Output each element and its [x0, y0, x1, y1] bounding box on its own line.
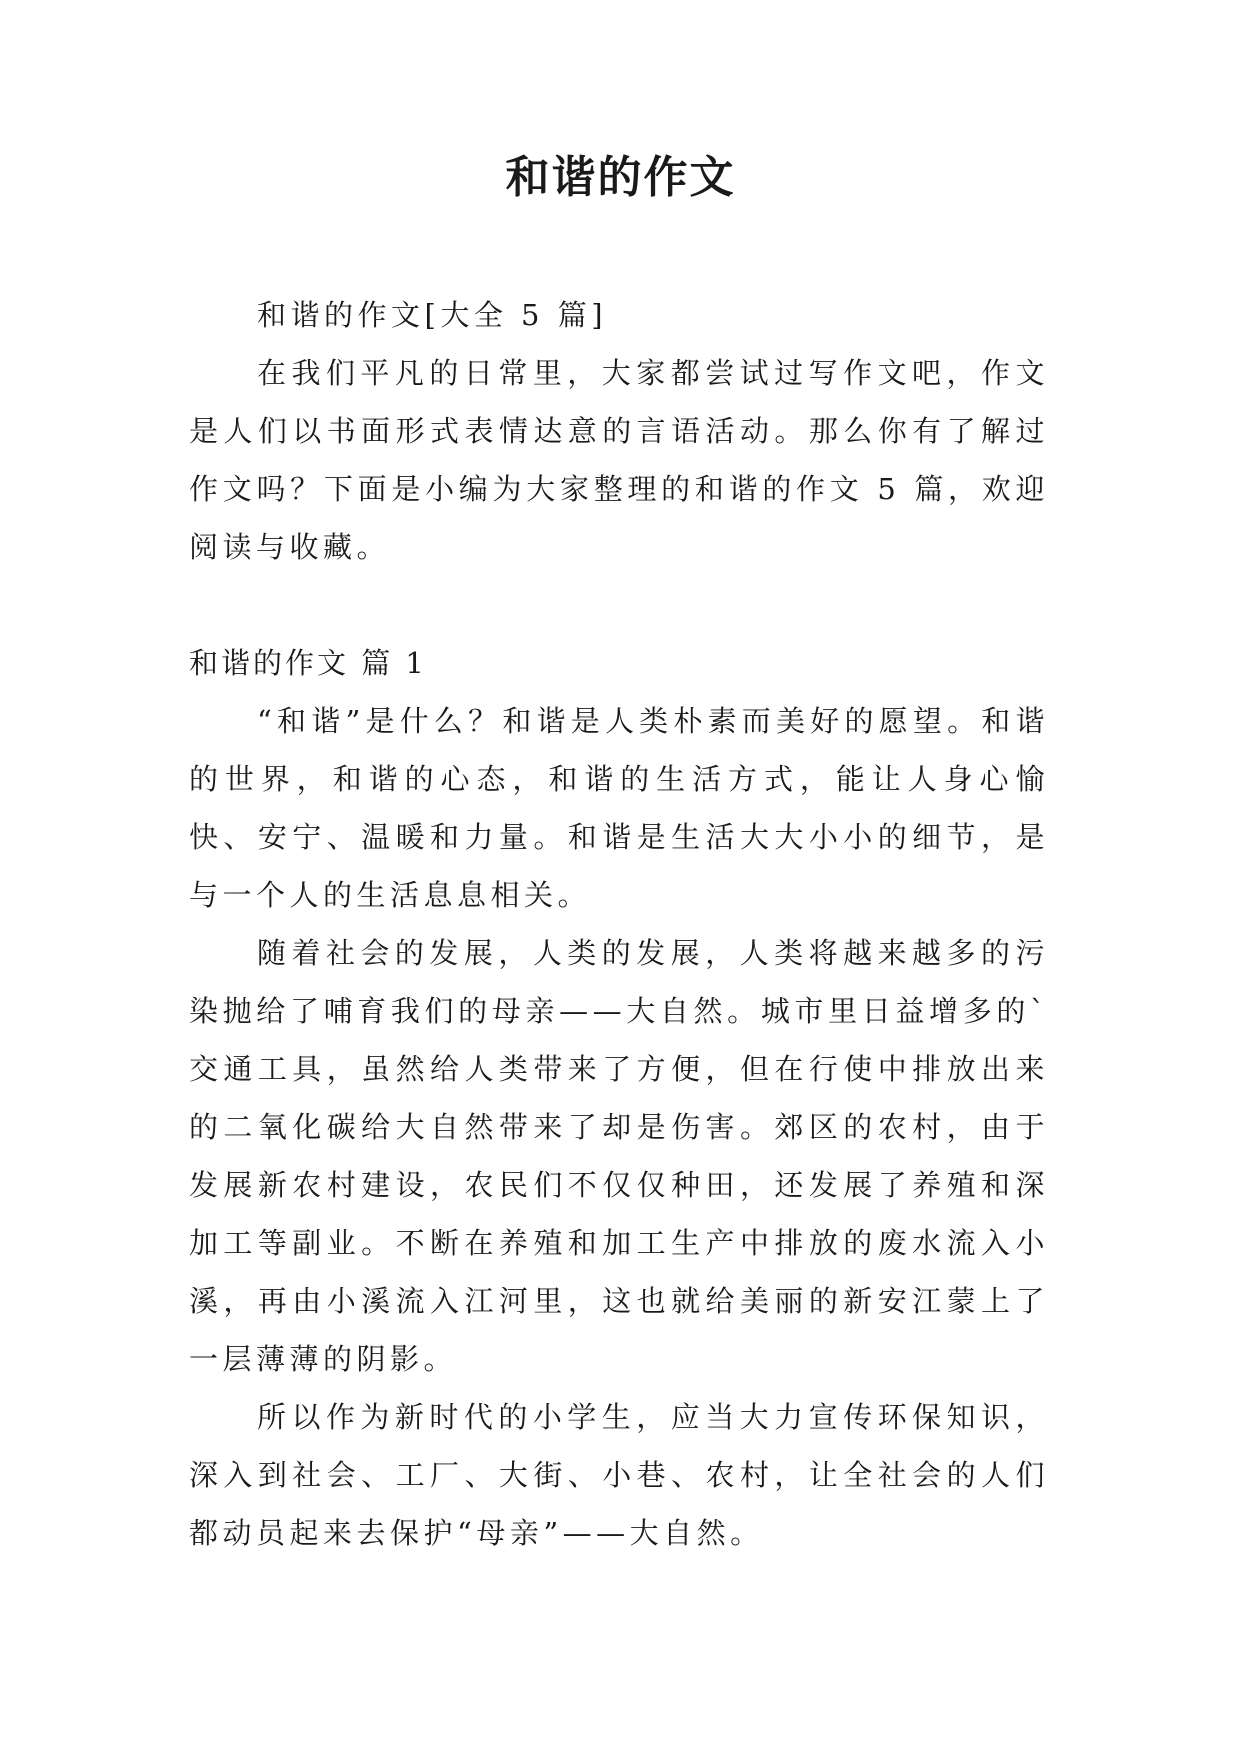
document-body	[189, 286, 1049, 1562]
page-title: 和谐的作文	[505, 152, 736, 203]
intro-paragraph: 在我们平凡的日常里，大家都尝试过写作文吧，作文是人们以书面形式表情达意的言语活动。那么你有了解过作文吗？下面是小编为大家整理的和谐的作文 5 篇，欢迎阅读与收藏。	[189, 356, 1049, 564]
body-paragraph-3: 所以作为新时代的小学生，应当大力宣传环保知识，深入到社会、工厂、大街、小巷、农村，让全社会的人们都动员起来去保护“母亲”——大自然。	[189, 1400, 1049, 1550]
body-paragraph-1: “和谐”是什么？和谐是人类朴素而美好的愿望。和谐的世界，和谐的心态，和谐的生活方式，能让人身心愉快、安宁、温暖和力量。和谐是生活大大小小的细节，是与一个人的生活息息相关。	[189, 704, 1049, 912]
section-heading: 和谐的作文 篇 1	[189, 646, 427, 680]
body-paragraph-2: 随着社会的发展，人类的发展，人类将越来越多的污染抛给了哺育我们的母亲——大自然。城市里日益增多的`交通工具，虽然给人类带来了方便，但在行使中排放出来的二氧化碳给大自然带来了却是伤害。郊区的农村，由于发展新农村建设，农民们不仅仅种田，还发展了养殖和深加工等副业。不断在养殖和加工生产中排放的废水流入小溪，再由小溪流入江河里，这也就给美丽的新安江蒙上了一层薄薄的阴影。	[189, 936, 1049, 1376]
subtitle-line: 和谐的作文[大全 5 篇]	[257, 298, 608, 332]
